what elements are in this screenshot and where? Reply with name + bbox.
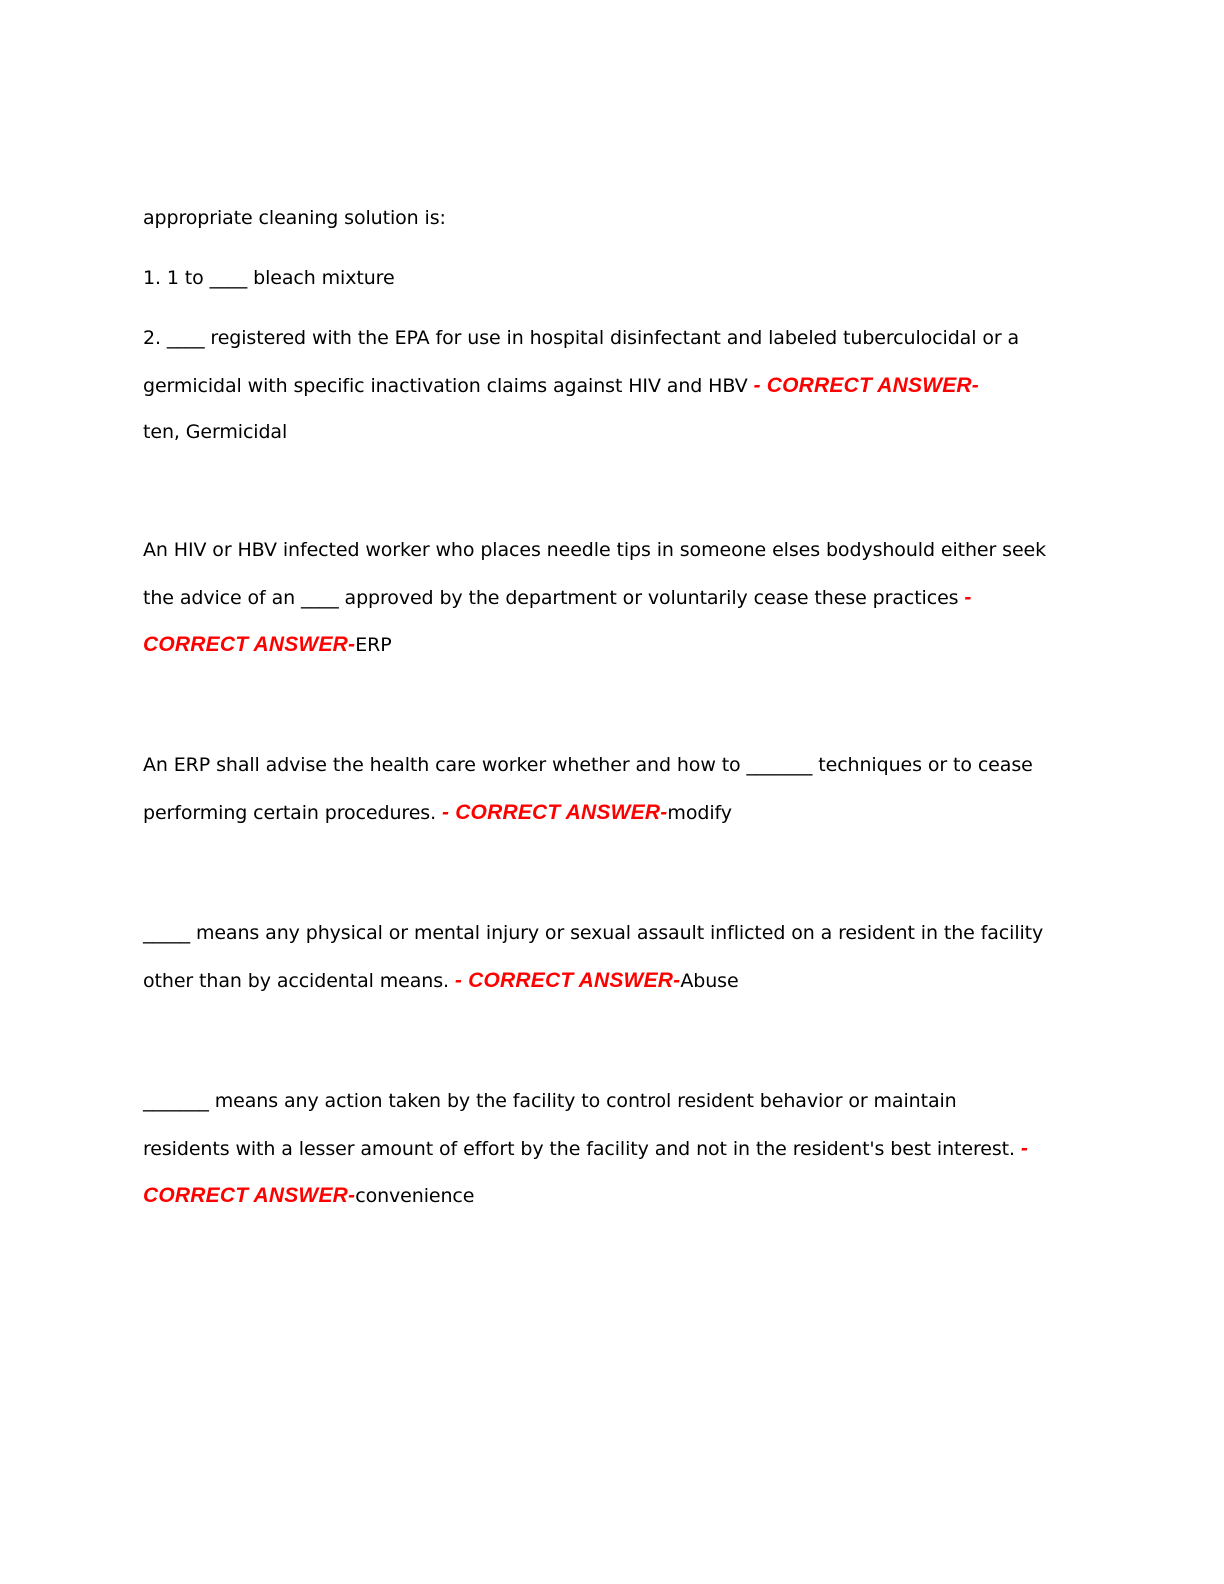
text-line xyxy=(143,315,1083,362)
text-line xyxy=(143,362,1083,409)
text-line xyxy=(143,789,1083,836)
question-text: performing certain procedures. xyxy=(143,802,442,824)
question-text: germicidal with specific inactivation claims against HIV and HBV xyxy=(143,375,754,397)
text-line xyxy=(143,742,1083,789)
text-line xyxy=(143,1125,1083,1172)
question-block-convenience xyxy=(143,1078,1083,1219)
question-text: _____ means any physical or mental injury or sexual assault inflicted on a resident in the facility xyxy=(143,922,1044,944)
question-block-cleaning-solution xyxy=(143,196,1083,456)
answer-text: Abuse xyxy=(680,970,739,992)
question-text: residents with a lesser amount of effort by the facility and not in the resident's best interest. xyxy=(143,1138,1021,1160)
answer-text: ERP xyxy=(355,634,392,656)
text-line xyxy=(143,196,1083,240)
text-line xyxy=(143,910,1083,957)
correct-answer-marker: - CORRECT ANSWER- xyxy=(454,969,681,992)
answer-text: convenience xyxy=(355,1185,475,1207)
question-text: the advice of an ____ approved by the department or voluntarily cease these practices xyxy=(143,587,965,609)
correct-answer-marker: - xyxy=(964,586,972,609)
answer-text: modify xyxy=(667,802,732,824)
correct-answer-marker: - CORRECT ANSWER- xyxy=(753,374,979,397)
text-line xyxy=(143,409,1083,456)
question-block-erp-advice xyxy=(143,527,1083,668)
question-text: other than by accidental means. xyxy=(143,970,455,992)
answer-text: ten, Germicidal xyxy=(143,421,288,443)
text-line xyxy=(143,1078,1083,1125)
question-block-abuse xyxy=(143,910,1083,1004)
text-line xyxy=(143,1172,1083,1219)
text-line xyxy=(143,255,1083,302)
question-block-modify xyxy=(143,742,1083,836)
question-text: An HIV or HBV infected worker who places needle tips in someone elses bodyshould either seek xyxy=(143,539,1047,561)
text-line xyxy=(143,957,1083,1004)
question-text: 1. 1 to ____ bleach mixture xyxy=(143,267,395,289)
question-text: appropriate cleaning solution is: xyxy=(143,207,446,229)
question-text: 2. ____ registered with the EPA for use in hospital disinfectant and labeled tuberculocidal or a xyxy=(143,327,1020,349)
text-line xyxy=(143,574,1083,621)
correct-answer-marker: - CORRECT ANSWER- xyxy=(441,801,668,824)
text-line xyxy=(143,621,1083,668)
document-page xyxy=(143,196,1083,1219)
question-text: _______ means any action taken by the facility to control resident behavior or maintain xyxy=(143,1090,957,1112)
correct-answer-marker: - xyxy=(1020,1137,1029,1160)
text-line xyxy=(143,527,1083,574)
question-text: An ERP shall advise the health care worker whether and how to _______ techniques or to cease xyxy=(143,754,1033,776)
correct-answer-marker: CORRECT ANSWER- xyxy=(143,633,356,656)
correct-answer-marker: CORRECT ANSWER- xyxy=(143,1184,356,1207)
